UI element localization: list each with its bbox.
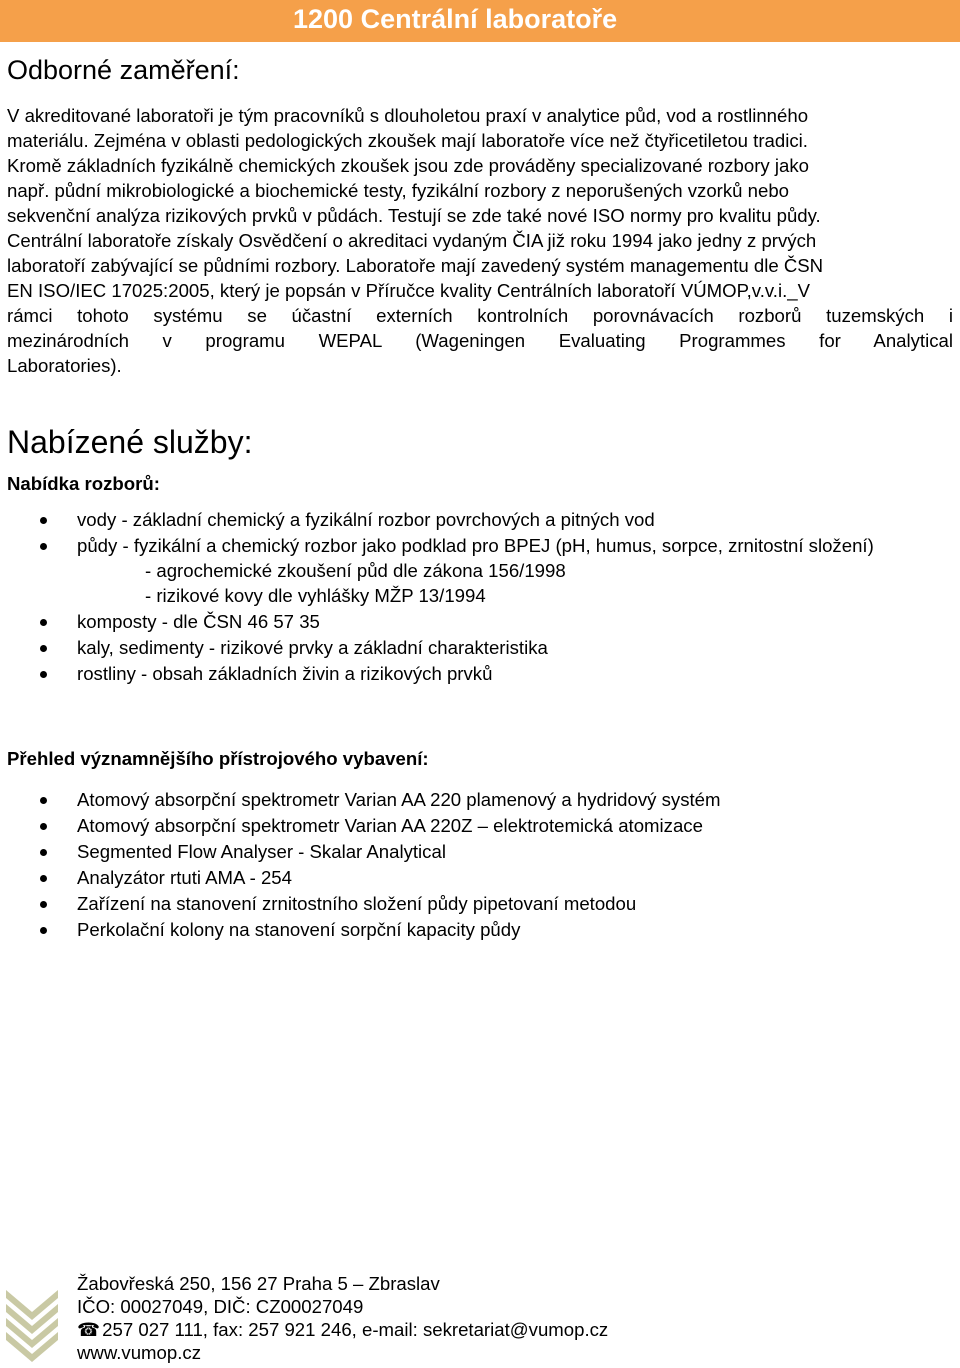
list-item-text: vody - základní chemický a fyzikální rozbor povrchových a pitných vod bbox=[77, 509, 655, 530]
list-item-text: rostliny - obsah základních živin a rizikových prvků bbox=[77, 663, 493, 684]
list-item-text: Zařízení na stanovení zrnitostního složení půdy pipetovaní metodou bbox=[77, 893, 637, 914]
services-heading: Nabízené služby: bbox=[7, 424, 253, 460]
intro-line: Centrální laboratoře získaly Osvědčení o akreditaci vydaným ČIA již roku 1994 jako jedny z prvých bbox=[7, 230, 817, 251]
intro-line: sekvenční analýza rizikových prvků v půdách. Testují se zde také nové ISO normy pro kvalitu půdy. bbox=[7, 205, 821, 226]
list-item-text: Atomový absorpční spektrometr Varian AA 220Z – elektrotemická atomizace bbox=[77, 815, 703, 836]
list-item bbox=[0, 661, 960, 686]
list-item-text: Segmented Flow Analyser - Skalar Analytical bbox=[77, 841, 446, 862]
section-heading-specialization: Odborné zaměření: bbox=[7, 55, 240, 85]
footer-contact bbox=[77, 1272, 608, 1364]
intro-line: Laboratories). bbox=[7, 355, 122, 376]
intro-line: Kromě základních fyzikálně chemických zkoušek jsou zde prováděny specializované rozbory jako bbox=[7, 155, 809, 176]
bullet-icon bbox=[40, 671, 47, 678]
footer-phone-email: 257 027 111, fax: 257 921 246, e-mail: sekretariat@vumop.cz bbox=[97, 1319, 609, 1340]
list-item bbox=[0, 787, 960, 812]
list-item-text: Perkolační kolony na stanovení sorpční kapacity půdy bbox=[77, 919, 521, 940]
list-item bbox=[0, 635, 960, 660]
footer-ids: IČO: 00027049, DIČ: CZ00027049 bbox=[77, 1296, 364, 1317]
list-item-text: kaly, sedimenty - rizikové prvky a základní charakteristika bbox=[77, 637, 548, 658]
list-item bbox=[0, 507, 960, 532]
intro-line: rámci tohoto systému se účastní externích kontrolních porovnávacích rozborů tuzemských i bbox=[7, 305, 953, 326]
intro-line: mezinárodních v programu WEPAL (Wageningen Evaluating Programmes for Analytical bbox=[7, 330, 953, 351]
phone-icon: ☎ bbox=[77, 1319, 101, 1340]
intro-line: V akreditované laboratoři je tým pracovníků s dlouholetou praxí v analytice půd, vod a rostlinného bbox=[7, 105, 809, 126]
list-item-text: Atomový absorpční spektrometr Varian AA 220 plamenový a hydridový systém bbox=[77, 789, 721, 810]
list-item bbox=[0, 609, 960, 634]
list-item bbox=[0, 839, 960, 864]
footer-address: Žabovřeská 250, 156 27 Praha 5 – Zbraslav bbox=[77, 1273, 440, 1294]
list-item bbox=[0, 891, 960, 916]
equipment-list bbox=[0, 787, 960, 942]
equipment-heading: Přehled významnějšího přístrojového vybavení: bbox=[7, 748, 429, 769]
bullet-icon bbox=[40, 875, 47, 882]
bullet-icon bbox=[40, 619, 47, 626]
list-item-text: Analyzátor rtuti AMA - 254 bbox=[77, 867, 292, 888]
list-item-text: půdy - fyzikální a chemický rozbor jako podklad pro BPEJ (pH, humus, sorpce, zrnitostní složení) bbox=[77, 535, 874, 556]
footer-website[interactable]: www.vumop.cz bbox=[77, 1342, 201, 1363]
intro-line: materiálu. Zejména v oblasti pedologických zkoušek mají laboratoře více než čtyřicetiletou tradici. bbox=[7, 130, 808, 151]
list-item bbox=[0, 533, 960, 608]
logo-icon bbox=[6, 1282, 58, 1362]
list-item bbox=[0, 813, 960, 838]
analyses-heading: Nabídka rozborů: bbox=[7, 473, 160, 494]
list-sub-item: - rizikové kovy dle vyhlášky MŽP 13/1994 bbox=[145, 585, 486, 606]
page-title: 1200 Centrální laboratoře bbox=[293, 4, 618, 34]
intro-line: laboratoří zabývající se půdními rozbory. Laboratoře mají zavedený systém managementu dle ČSN bbox=[7, 255, 824, 276]
bullet-icon bbox=[40, 849, 47, 856]
bullet-icon bbox=[40, 543, 47, 550]
intro-line: např. půdní mikrobiologické a biochemické testy, fyzikální rozbory z neporušených vzorků nebo bbox=[7, 180, 790, 201]
bullet-icon bbox=[40, 823, 47, 830]
intro-paragraph bbox=[7, 103, 953, 378]
header-banner bbox=[0, 0, 960, 42]
bullet-icon bbox=[40, 927, 47, 934]
bullet-icon bbox=[40, 797, 47, 804]
bullet-icon bbox=[40, 517, 47, 524]
list-item bbox=[0, 865, 960, 890]
list-item bbox=[0, 917, 960, 942]
analyses-list bbox=[0, 507, 960, 686]
footer-contact-line bbox=[77, 1318, 608, 1341]
bullet-icon bbox=[40, 901, 47, 908]
bullet-icon bbox=[40, 645, 47, 652]
list-item-text: komposty - dle ČSN 46 57 35 bbox=[77, 611, 320, 632]
list-sub-item: - agrochemické zkoušení půd dle zákona 156/1998 bbox=[145, 560, 566, 581]
intro-line: EN ISO/IEC 17025:2005, který je popsán v Příručce kvality Centrálních laboratoří VÚMOP,v.v.i._V bbox=[7, 280, 810, 301]
